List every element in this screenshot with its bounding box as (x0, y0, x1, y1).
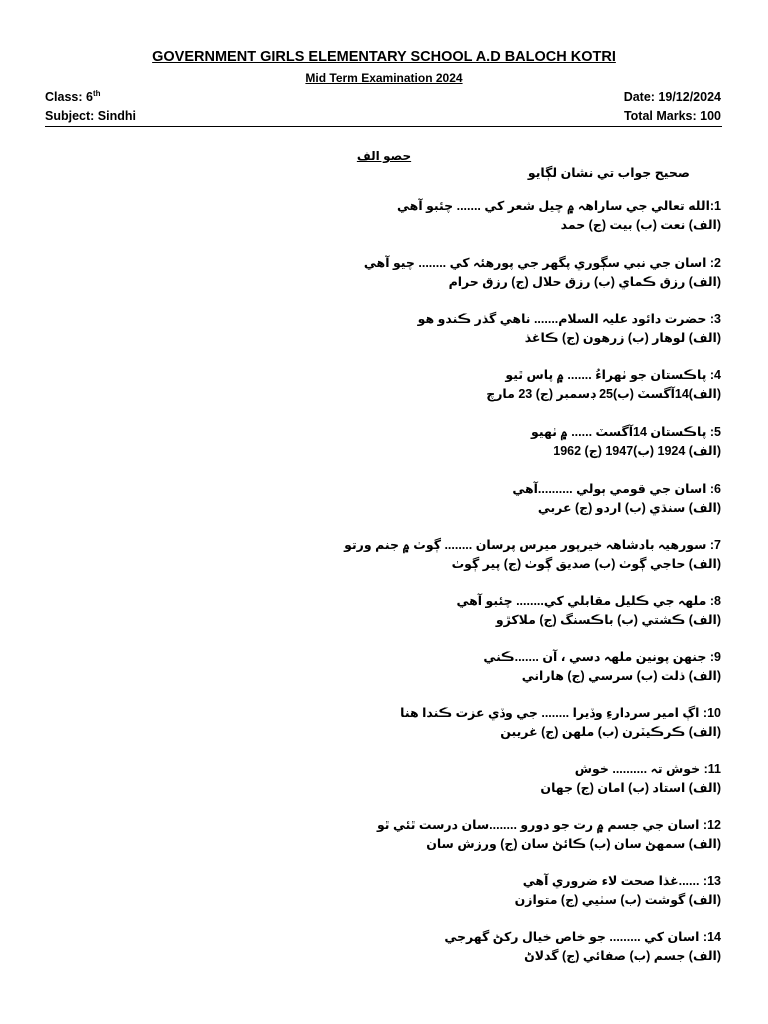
question-options: (الف) نعت (ب) بيت (ج) حمد (560, 218, 721, 232)
question-text: 11: خوش تہ .......... خوش (574, 762, 721, 776)
question-text: 7: سورهيہ بادشاهہ خيرپور ميرس پرسان ........ ڳوٺ ۾ جنم ورتو (344, 538, 721, 552)
question-3 (418, 310, 721, 348)
question-text: 5: پاڪستان 14آگسٽ ...... ۾ ٺهيو (531, 425, 721, 439)
question-text: 6: اسان جي قومي ٻولي ..........آهي (512, 482, 721, 496)
question-text: 4: پاڪستان جو ٺهراءُ ....... ۾ پاس ٿيو (505, 368, 721, 382)
question-text: 3: حضرت دائود عليہ السلام....... ناهي گذر ڪندو هو (417, 312, 721, 326)
question-text: 10: اڳ امير سردارءِ وڏيرا ........ جي وڏي عزت ڪندا هنا (400, 706, 721, 720)
exam-title: Mid Term Examination 2024 (305, 71, 463, 85)
question-8 (456, 592, 721, 630)
question-text: 1:الله تعالي جي ساراهہ ۾ چيل شعر کي ....... چئبو آهي (397, 199, 721, 213)
exam-date: Date: 19/12/2024 (623, 90, 721, 104)
section-title: حصو الف (356, 149, 412, 163)
class-sup: th (92, 89, 101, 98)
question-12 (377, 816, 721, 854)
question-options: (الف) ڪشتي (ب) باڪسنگ (ج) ملاکڙو (495, 613, 721, 627)
question-5 (531, 423, 721, 461)
question-text: 14: اسان کي ......... جو خاص خيال رکڻ گهرجي (444, 930, 721, 944)
question-options: (الف) 1924 (ب)1947 (ج) 1962 (553, 444, 721, 458)
question-6 (512, 480, 721, 518)
class-label: Class: 6 (45, 90, 93, 105)
question-text: 2: اسان جي نبي سڳوري پگهر جي پورهئہ کي ........ چيو آهي (363, 256, 721, 270)
question-options: (الف)14آگسٽ (ب)25 ڊسمبر (ج) 23 مارچ (486, 387, 721, 401)
question-options: (الف) رزق ڪماي (ب) رزق حلال (ج) رزق حرام (448, 275, 721, 289)
total-marks: Total Marks: 100 (623, 109, 721, 123)
question-7 (344, 536, 721, 574)
question-10 (400, 704, 721, 742)
question-options: (الف) سمهڻ سان (ب) ڪائڻ سان (ج) ورزش سان (426, 837, 721, 851)
question-14 (444, 928, 721, 966)
school-name: GOVERNMENT GIRLS ELEMENTARY SCHOOL A.D BALOCH KOTRI (152, 49, 616, 65)
question-text: 12: اسان جي جسم ۾ رت جو دورو ........سان درست ٿئي ٿو (376, 818, 721, 832)
question-options: (الف) لوهار (ب) زرهون (ج) ڪاغذ (524, 331, 721, 345)
question-9 (483, 648, 721, 686)
class-info (45, 89, 101, 104)
header-divider (45, 126, 722, 127)
question-options: (الف) جسم (ب) صفائي (ج) گدلاڻ (524, 949, 721, 963)
question-2 (364, 254, 721, 292)
question-4 (486, 366, 721, 404)
question-13 (515, 872, 721, 910)
instruction: صحيح جواب تي نشان لڳايو (527, 166, 690, 180)
question-11 (540, 760, 721, 798)
question-options: (الف) ذلت (ب) سرسي (ج) هاراني (521, 669, 721, 683)
question-1 (397, 197, 721, 235)
question-options: (الف) سنڌي (ب) اردو (ج) عربي (537, 501, 721, 515)
question-options: (الف) ڪرڪيٽرن (ب) ملهن (ج) غريبن (500, 725, 721, 739)
question-text: 9: جنهن پونين ملهہ دسي ، آن .......ڪني (483, 650, 721, 664)
question-options: (الف) حاجي ڳوٺ (ب) صديق ڳوٺ (ج) پير ڳوٺ (451, 557, 721, 571)
question-text: 13: ......غذا صحت لاء ضروري آهي (522, 874, 721, 888)
subject: Subject: Sindhi (45, 109, 136, 123)
question-text: 8: ملهہ جي ڪليل مقابلي کي........ چئبو آهي (456, 594, 721, 608)
question-options: (الف) گوشت (ب) سٺيي (ج) متوازن (514, 893, 721, 907)
question-options: (الف) استاد (ب) امان (ج) جهان (540, 781, 721, 795)
